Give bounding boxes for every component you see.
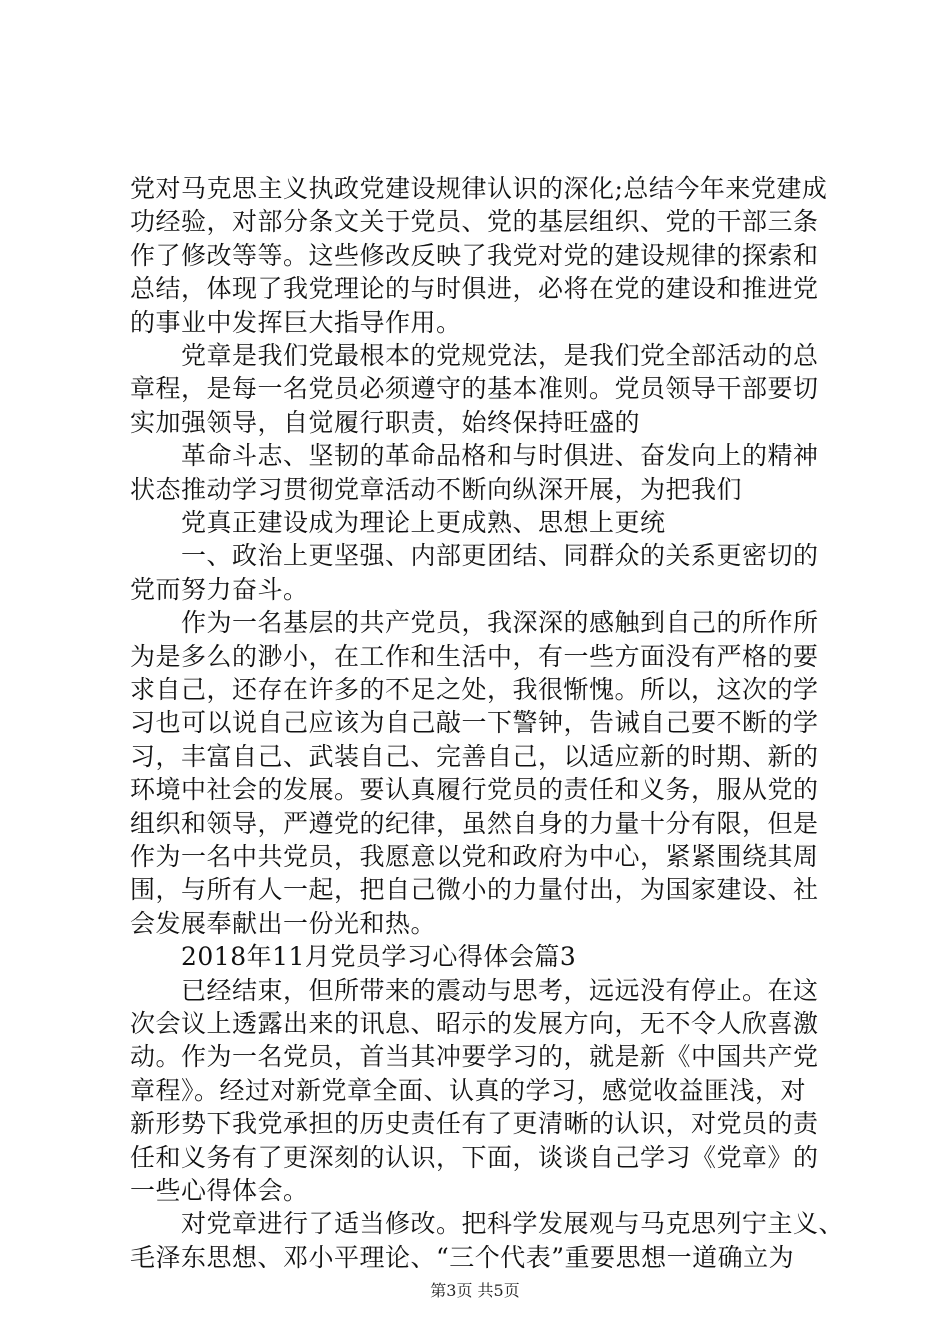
text-line: 会发展奉献出一份光和热。	[130, 908, 437, 938]
text-line: 党对马克思主义执政党建设规律认识的深化;总结今年来党建成	[130, 174, 828, 203]
text-line: 革命斗志、坚韧的革命品格和与时俱进、奋发向上的精神	[181, 441, 819, 471]
text-line: 求自己，还存在许多的不足之处，我很惭愧。所以，这次的学	[130, 675, 819, 704]
text-line: 环境中社会的发展。要认真履行党员的责任和义务，服从党的	[130, 775, 819, 805]
text-line: 状态推动学习贯彻党章活动不断向纵深开展，为把我们	[130, 474, 743, 504]
text-line: 章程，是每一名党员必须遵守的基本准则。党员领导干部要切	[130, 374, 819, 404]
text-line: 已经结束，但所带来的震动与思考，远远没有停止。在这	[181, 975, 819, 1005]
text-line: 次会议上透露出来的讯息、昭示的发展方向，无不令人欣喜激	[130, 1009, 819, 1038]
text-line: 习，丰富自己、武装自己、完善自己，以适应新的时期、新的	[130, 741, 819, 771]
page-footer: 第3页 共5页	[430, 1281, 520, 1300]
text-line: 动。作为一名党员，首当其冲要学习的，就是新《中国共产党	[130, 1042, 819, 1072]
text-line: 习也可以说自己应该为自己敲一下警钟，告诫自己要不断的学	[130, 708, 819, 738]
text-line: 的事业中发挥巨大指导作用。	[130, 307, 462, 337]
text-line: 任和义务有了更深刻的认识，下面，谈谈自己学习《党章》的	[130, 1142, 819, 1172]
text-line: 作为一名中共党员，我愿意以党和政府为中心，紧紧围绕其周	[130, 842, 819, 871]
text-line: 实加强领导，自觉履行职责，始终保持旺盛的	[130, 407, 641, 437]
text-line: 一、政治上更坚强、内部更团结、同群众的关系更密切的	[181, 541, 819, 571]
text-line: 组织和领导，严遵党的纪律，虽然自身的力量十分有限，但是	[130, 808, 819, 838]
text-line: 作为一名基层的共产党员，我深深的感触到自己的所作所	[181, 608, 819, 638]
text-line: 总结，体现了我党理论的与时俱进，必将在党的建设和推进党	[130, 274, 819, 304]
text-line: 对党章进行了适当修改。把科学发展观与马克思列宁主义、	[181, 1209, 845, 1239]
text-line: 作了修改等等。这些修改反映了我党对党的建设规律的探索和	[130, 240, 819, 270]
text-line: 2018年11月党员学习心得体会篇3	[181, 942, 577, 972]
text-line: 党章是我们党最根本的党规党法，是我们党全部活动的总	[181, 341, 819, 370]
text-line: 党而努力奋斗。	[130, 574, 309, 604]
text-line: 一些心得体会。	[130, 1176, 309, 1205]
text-line: 功经验，对部分条文关于党员、党的基层组织、党的干部三条	[130, 207, 819, 237]
text-line: 围，与所有人一起，把自己微小的力量付出，为国家建设、社	[130, 875, 819, 905]
text-line: 毛泽东思想、邓小平理论、“三个代表”重要思想一道确立为	[130, 1242, 795, 1272]
text-line: 为是多么的渺小，在工作和生活中，有一些方面没有严格的要	[130, 641, 819, 671]
text-line: 党真正建设成为理论上更成熟、思想上更统	[181, 508, 666, 537]
text-line: 章程》。经过对新党章全面、认真的学习，感觉收益匪浅，对	[130, 1075, 807, 1105]
text-line: 新形势下我党承担的历史责任有了更清晰的认识，对党员的责	[130, 1109, 819, 1139]
